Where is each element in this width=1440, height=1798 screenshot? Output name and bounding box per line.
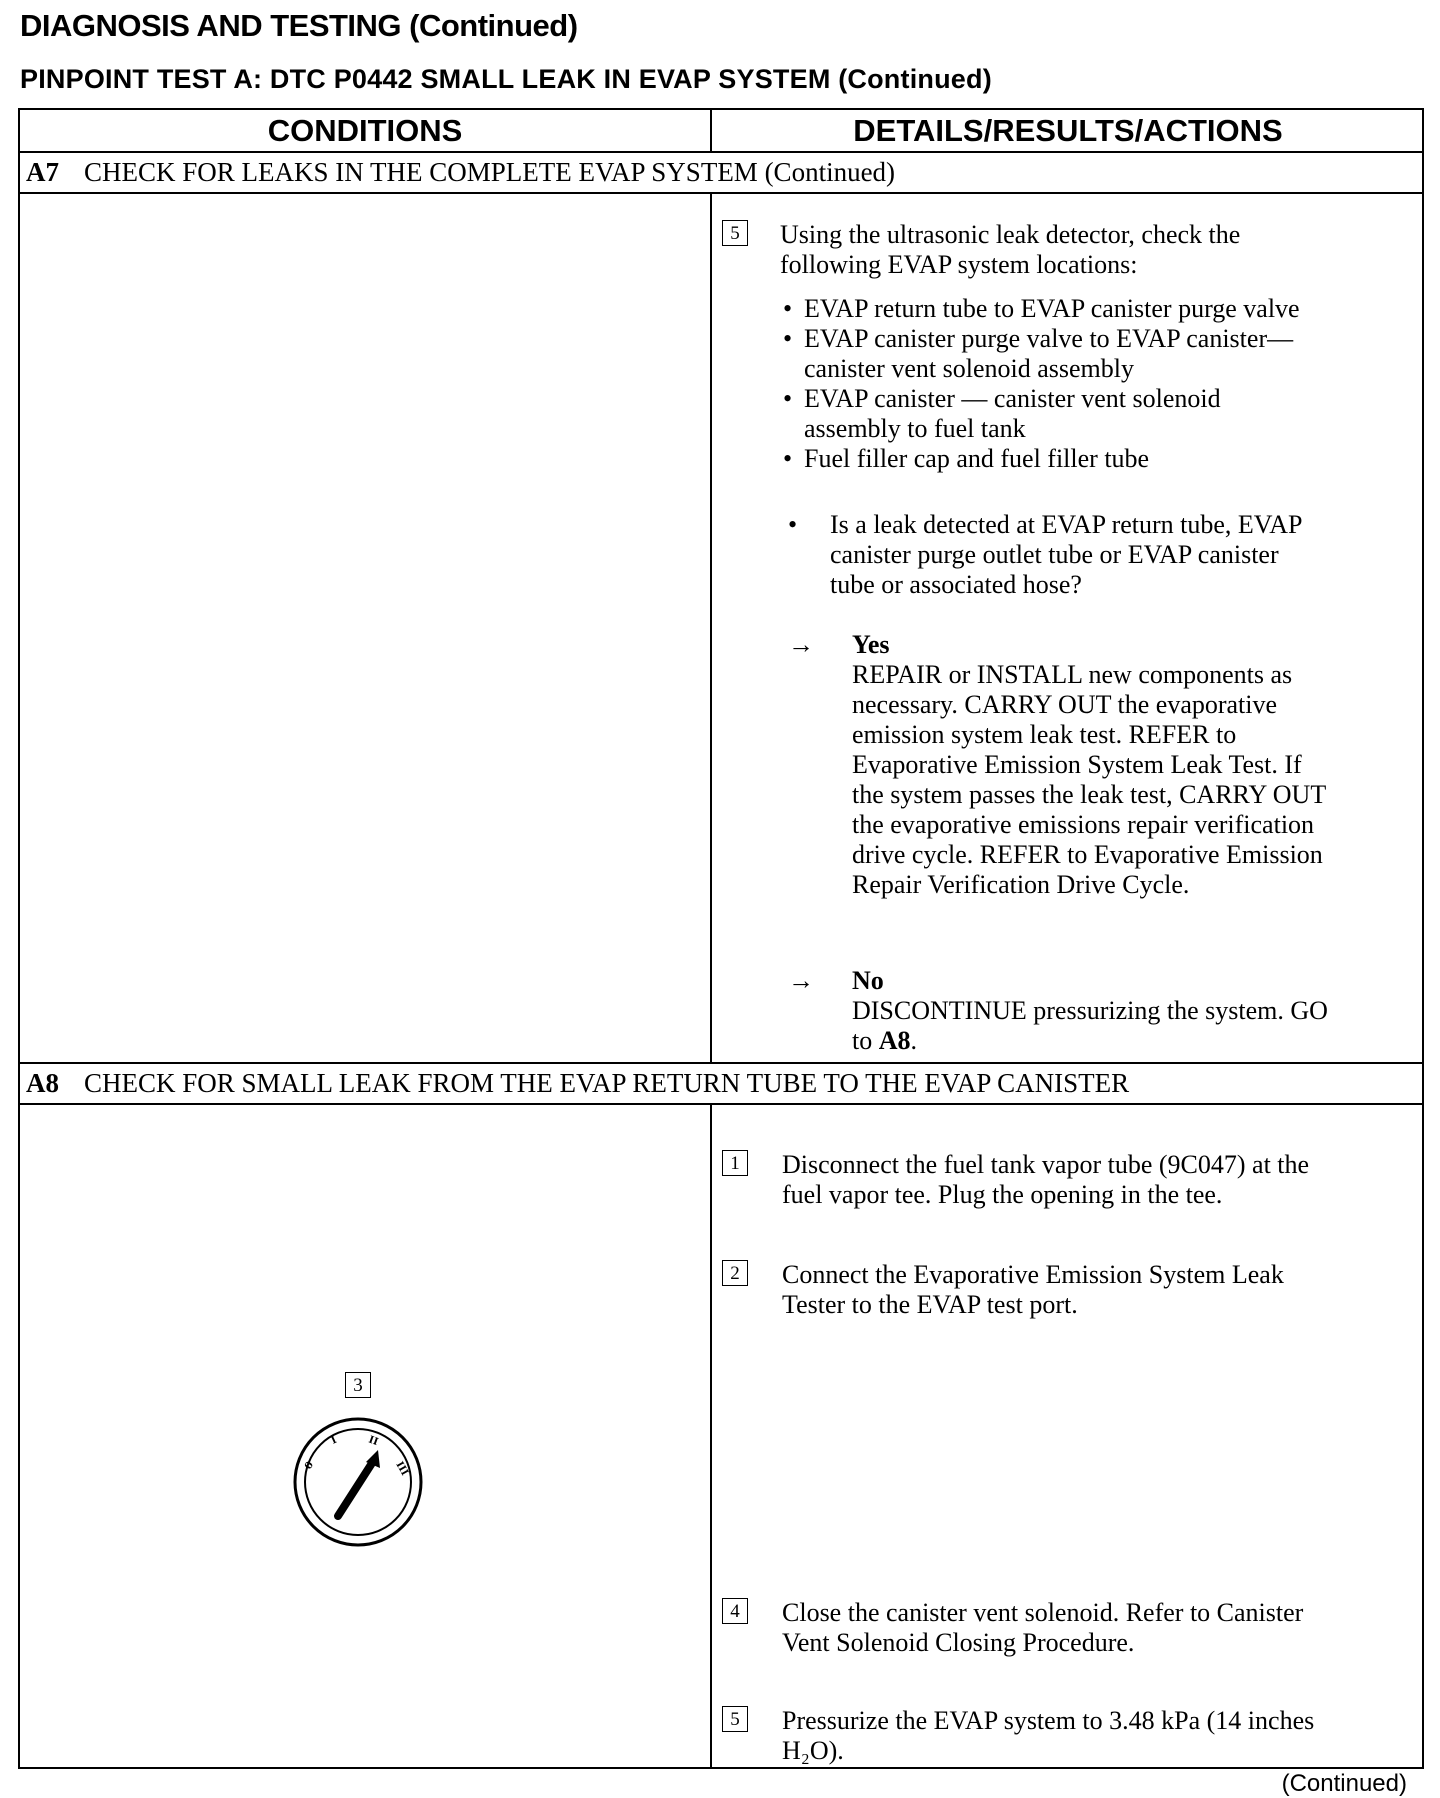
step-number-box: 1 bbox=[722, 1150, 748, 1176]
text-line: the system passes the leak test, CARRY OUT bbox=[852, 780, 1327, 809]
no-result bbox=[852, 966, 1328, 1056]
step-number-box: 2 bbox=[722, 1260, 748, 1286]
text-line: Evaporative Emission System Leak Test. If bbox=[852, 750, 1302, 779]
text-line: drive cycle. REFER to Evaporative Emission bbox=[852, 840, 1323, 869]
column-divider bbox=[710, 192, 712, 1062]
ignition-switch-icon bbox=[288, 1412, 428, 1552]
a7-step5-text bbox=[780, 220, 1240, 280]
a8-step5-text bbox=[782, 1706, 1314, 1766]
step-reference-link: A8 bbox=[878, 1026, 911, 1055]
text-line: fuel vapor tee. Plug the opening in the tee. bbox=[782, 1180, 1223, 1209]
question-bullet: • bbox=[788, 510, 798, 539]
text-line: Disconnect the fuel tank vapor tube (9C047) at the bbox=[782, 1150, 1310, 1179]
text-line: Vent Solenoid Closing Procedure. bbox=[782, 1628, 1135, 1657]
text-line: tube or associated hose? bbox=[830, 570, 1082, 599]
position-label: III bbox=[393, 1460, 410, 1478]
text-line: Tester to the EVAP test port. bbox=[782, 1290, 1078, 1319]
text-line: the evaporative emissions repair verification bbox=[852, 810, 1315, 839]
list-item: • EVAP canister purge valve to EVAP canister— canister vent solenoid assembly bbox=[780, 324, 1300, 384]
evap-locations-list bbox=[780, 294, 1300, 474]
text-line: REPAIR or INSTALL new components as bbox=[852, 660, 1293, 689]
text-line: canister purge outlet tube or EVAP canister bbox=[830, 540, 1279, 569]
text-line: necessary. CARRY OUT the evaporative bbox=[852, 690, 1278, 719]
text-line: Using the ultrasonic leak detector, check the bbox=[780, 220, 1241, 249]
step-a7-title bbox=[20, 152, 1422, 193]
text-line: following EVAP system locations: bbox=[780, 250, 1138, 279]
position-label: I bbox=[329, 1434, 339, 1447]
position-label: II bbox=[366, 1434, 380, 1449]
right-arrow-icon: → bbox=[788, 630, 814, 659]
step-number-box: 5 bbox=[722, 220, 748, 246]
switch-key-slot bbox=[338, 1460, 374, 1516]
list-item: • EVAP return tube to EVAP canister purge valve bbox=[780, 294, 1300, 324]
list-item: • Fuel filler cap and fuel filler tube bbox=[780, 444, 1300, 474]
text-line: H₂O). bbox=[782, 1736, 844, 1765]
step-a7-id: A7 bbox=[26, 157, 59, 187]
position-label: 0 bbox=[303, 1459, 317, 1472]
a8-step1-text bbox=[782, 1150, 1309, 1210]
pinpoint-table bbox=[18, 108, 1424, 1769]
a8-step2-text bbox=[782, 1260, 1284, 1320]
step-a7-title-text: CHECK FOR LEAKS IN THE COMPLETE EVAP SYSTEM (Continued) bbox=[84, 157, 896, 187]
no-label: No bbox=[852, 966, 884, 995]
text-line: DISCONTINUE pressurizing the system. GO bbox=[852, 996, 1328, 1025]
step-number-box: 5 bbox=[722, 1706, 748, 1732]
step-a8-id: A8 bbox=[26, 1068, 59, 1098]
step-a8-title bbox=[20, 1063, 1422, 1104]
text-line: Pressurize the EVAP system to 3.48 kPa (14 inches bbox=[782, 1706, 1315, 1735]
details-header: DETAILS/RESULTS/ACTIONS bbox=[853, 113, 1283, 148]
a8-step4-text bbox=[782, 1598, 1303, 1658]
column-divider bbox=[710, 110, 712, 151]
column-divider bbox=[710, 1103, 712, 1769]
yes-result bbox=[852, 630, 1326, 900]
leak-question bbox=[830, 510, 1302, 600]
continued-note: (Continued) bbox=[1281, 1770, 1407, 1797]
text-line: Repair Verification Drive Cycle. bbox=[852, 870, 1190, 899]
step-number-box: 3 bbox=[345, 1372, 371, 1398]
step-number-box: 4 bbox=[722, 1598, 748, 1624]
text-line: emission system leak test. REFER to bbox=[852, 720, 1237, 749]
text-line: Connect the Evaporative Emission System Leak bbox=[782, 1260, 1284, 1289]
yes-label: Yes bbox=[852, 630, 890, 659]
text-line: Close the canister vent solenoid. Refer to Canister bbox=[782, 1598, 1304, 1627]
test-subtitle: PINPOINT TEST A: DTC P0442 SMALL LEAK IN EVAP SYSTEM (Continued) bbox=[20, 64, 992, 94]
right-arrow-icon: → bbox=[788, 966, 814, 995]
step-a8-title-text: CHECK FOR SMALL LEAK FROM THE EVAP RETURN TUBE TO THE EVAP CANISTER bbox=[84, 1068, 1130, 1098]
list-item: • EVAP canister — canister vent solenoid assembly to fuel tank bbox=[780, 384, 1300, 444]
text-line: to A8. bbox=[852, 1026, 918, 1055]
text-line: Is a leak detected at EVAP return tube, EVAP bbox=[830, 510, 1303, 539]
conditions-header: CONDITIONS bbox=[267, 113, 463, 148]
page-title: DIAGNOSIS AND TESTING (Continued) bbox=[20, 8, 578, 43]
